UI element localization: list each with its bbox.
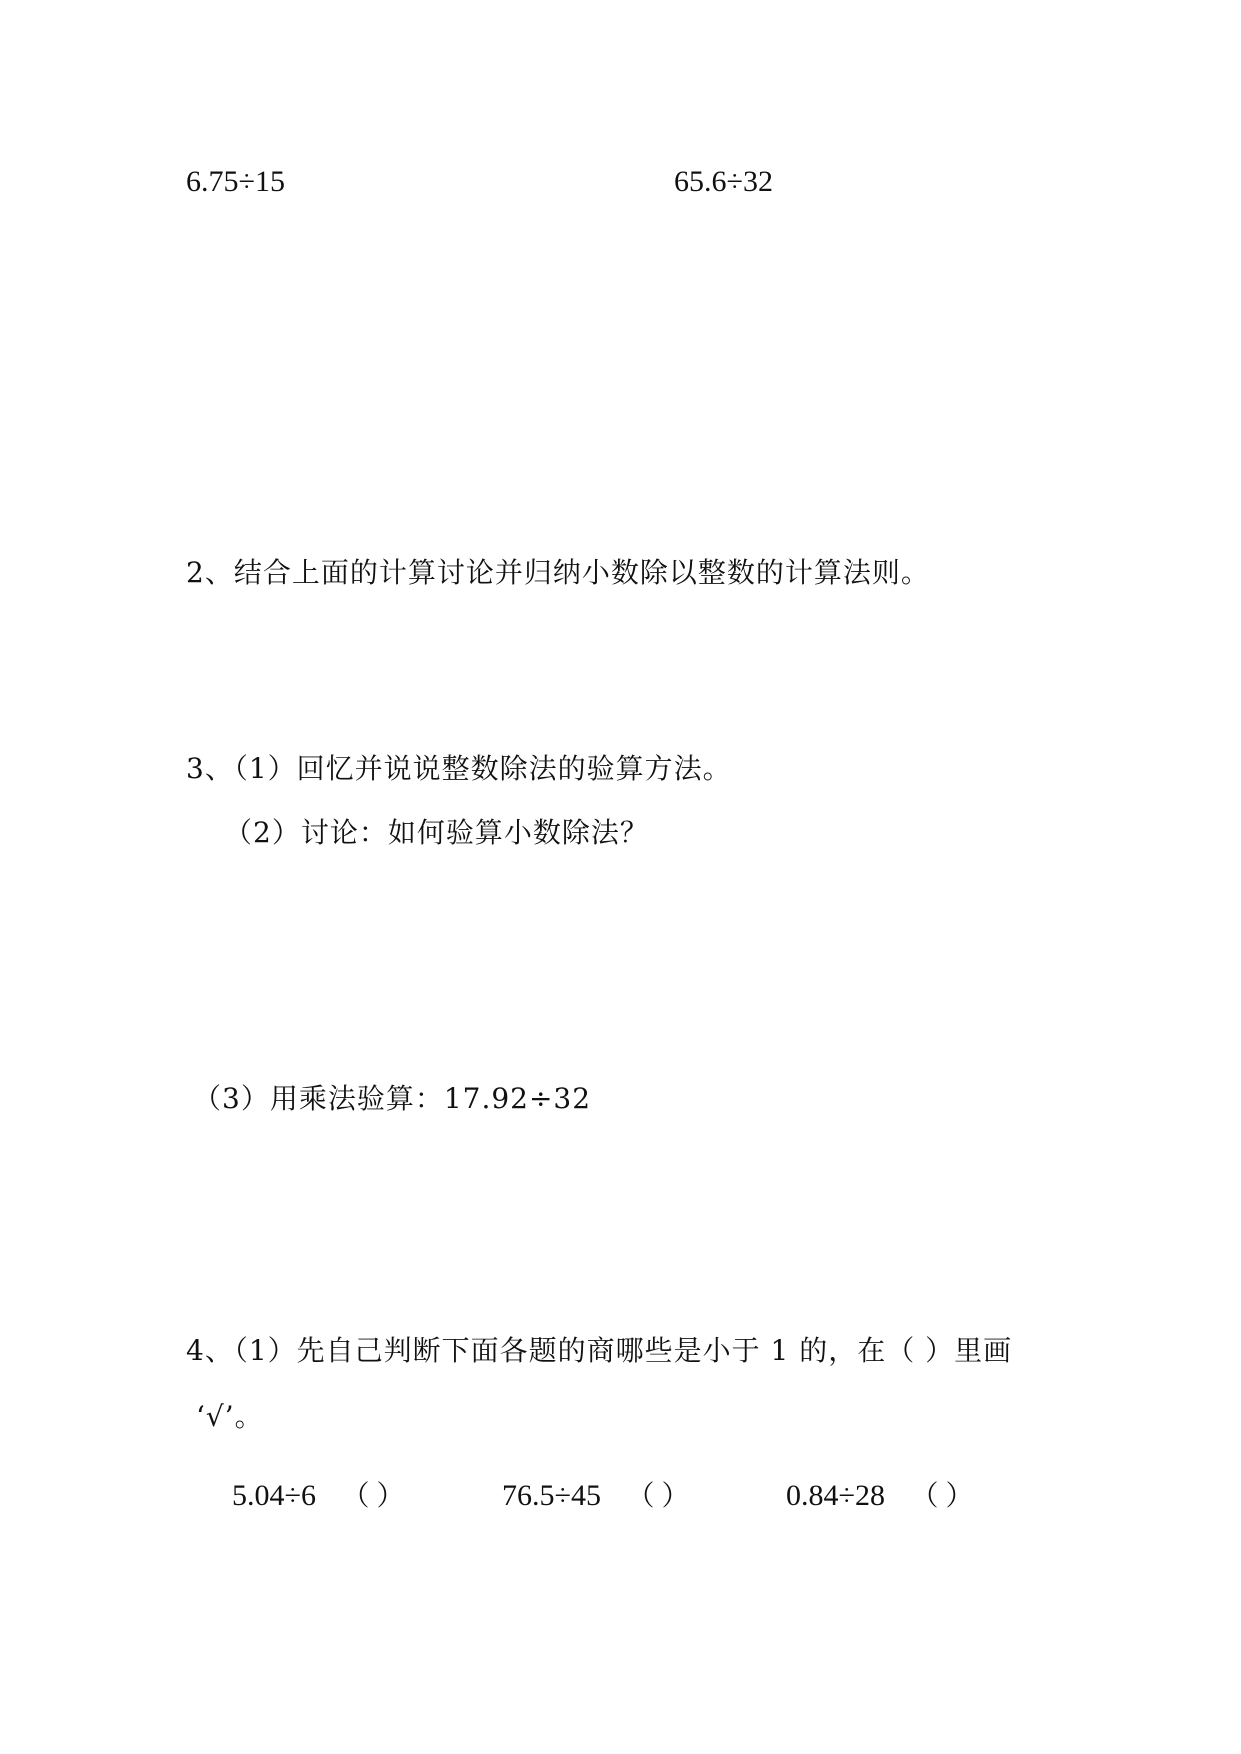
- problem4-instruction-line1: 4、（1）先自己判断下面各题的商哪些是小于 1 的，在（ ）里画: [186, 1334, 1013, 1367]
- judgment-expression: 5.04÷6: [232, 1479, 316, 1512]
- problem1-expression-a: 6.75÷15: [186, 165, 285, 198]
- problem3-part3: （3）用乘法验算：17.92÷32: [193, 1082, 592, 1115]
- judgment-item: [786, 1478, 981, 1514]
- judgment-item: [502, 1478, 697, 1514]
- judgment-item: [232, 1478, 412, 1514]
- judgment-expression: 0.84÷28: [786, 1479, 885, 1512]
- problem3-part1: 3、（1）回忆并说说整数除法的验算方法。: [186, 752, 732, 785]
- problem2-text: 2、结合上面的计算讨论并归纳小数除以整数的计算法则。: [186, 556, 930, 589]
- judgment-expression: 76.5÷45: [502, 1479, 601, 1512]
- problem4-instruction-line2: ‘√’。: [196, 1400, 264, 1433]
- problem3-part2: （2）讨论：如何验算小数除法？: [224, 816, 649, 849]
- problem4-judgment-row: [232, 1478, 1052, 1518]
- problem1-expression-b: 65.6÷32: [674, 165, 773, 198]
- answer-blank[interactable]: （ ）: [910, 1481, 974, 1512]
- answer-blank[interactable]: （ ）: [626, 1481, 690, 1512]
- answer-blank[interactable]: （ ）: [341, 1481, 405, 1512]
